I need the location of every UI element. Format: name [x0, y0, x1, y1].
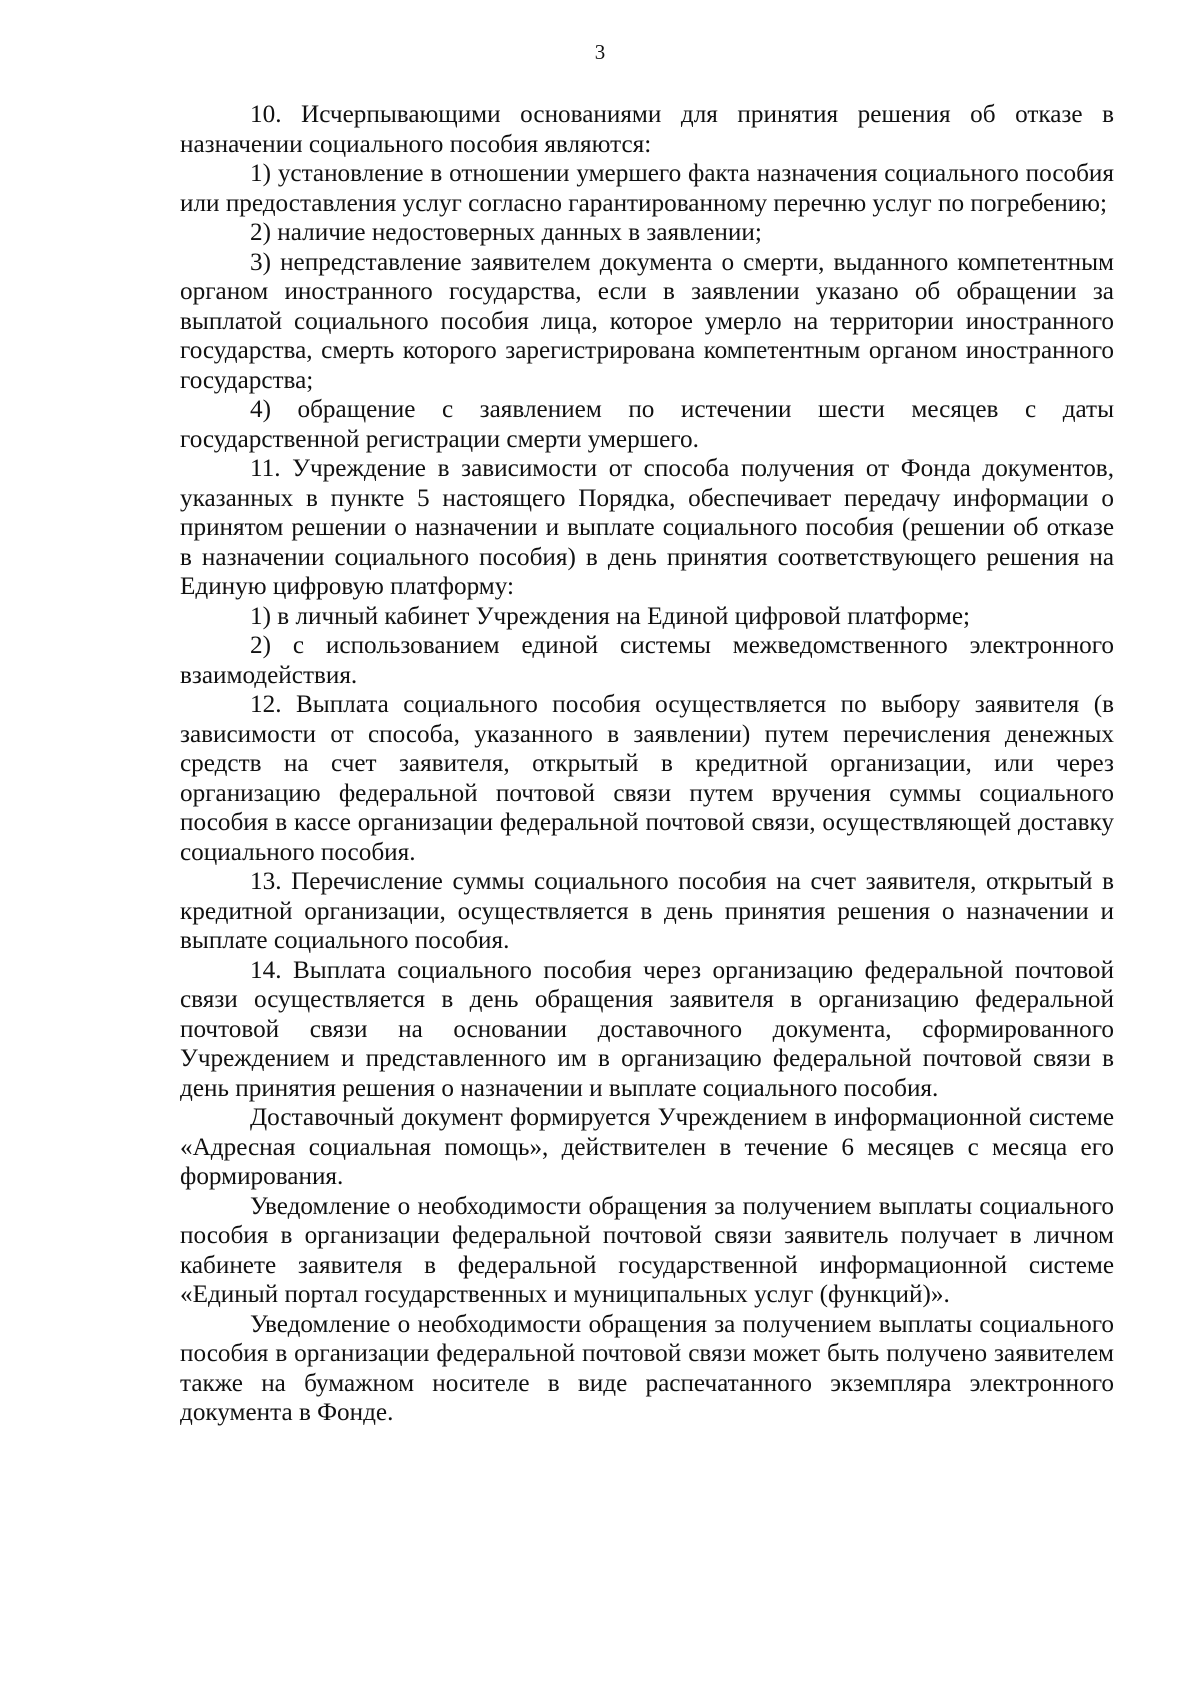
page-number: 3 — [594, 40, 606, 64]
paragraph-10-item-2: 2) наличие недостоверных данных в заявлении; — [250, 219, 762, 246]
paragraph-11-item-2: 2) с использованием единой системы межведомственного электронного взаимодействия. — [180, 632, 1114, 689]
paragraph-10-item-1: 1) установление в отношении умершего факта назначения социального пособия или предоставления услуг согласно гарантированному перечню услуг по погребению; — [180, 160, 1114, 217]
paragraph-10-item-4: 4) обращение с заявлением по истечении шести месяцев с даты государственной регистрации смерти умершего. — [180, 396, 1114, 453]
paragraph-10-item-3: 3) непредставление заявителем документа о смерти, выданного компетентным органом иностранного государства, если в заявлении указано об обращении за выплатой социального пособия лица, которое умерло на территории иностранного государства, смерть которого зарегистрирована компетентным органом иностранного государства; — [180, 248, 1114, 394]
paragraph-notification-paper: Уведомление о необходимости обращения за получением выплаты социального пособия в организации федеральной почтовой связи может быть получено заявителем также на бумажном носителе в виде распечатанного экземпляра электронного документа в Фонде. — [180, 1310, 1114, 1426]
paragraph-delivery-document: Доставочный документ формируется Учреждением в информационной системе «Адресная социальная помощь», действителен в течение 6 месяцев с месяца его формирования. — [180, 1104, 1114, 1190]
paragraph-notification-portal: Уведомление о необходимости обращения за получением выплаты социального пособия в организации федеральной почтовой связи заявитель получает в личном кабинете заявителя в федеральной государственной информационной системе «Единый портал государственных и муниципальных услуг (функций)». — [180, 1192, 1114, 1308]
paragraph-12: 12. Выплата социального пособия осуществляется по выбору заявителя (в зависимости от способа, указанного в заявлении) путем перечисления денежных средств на счет заявителя, открытый в кредитной организации, или через организацию федеральной почтовой связи путем вручения суммы социального пособия в кассе организации федеральной почтовой связи, осуществляющей доставку социального пособия. — [180, 691, 1114, 866]
document-body — [180, 100, 1114, 1428]
paragraph-11: 11. Учреждение в зависимости от способа получения от Фонда документов, указанных в пункте 5 настоящего Порядка, обеспечивает передачу информации о принятом решении о назначении и выплате социального пособия (решении об отказе в назначении социального пособия) в день принятия соответствующего решения на Единую цифровую платформу: — [180, 455, 1114, 600]
paragraph-13: 13. Перечисление суммы социального пособия на счет заявителя, открытый в кредитной организации, осуществляется в день принятия решения о назначении и выплате социального пособия. — [180, 868, 1114, 954]
paragraph-14: 14. Выплата социального пособия через организацию федеральной почтовой связи осуществляется в день обращения заявителя в организацию федеральной почтовой связи на основании доставочного документа, сформированного Учреждением и представленного им в организацию федеральной почтовой связи в день принятия решения о назначении и выплате социального пособия. — [180, 956, 1114, 1102]
paragraph-10-heading: 10. Исчерпывающими основаниями для принятия решения об отказе в назначении социального пособия являются: — [180, 101, 1114, 158]
paragraph-11-item-1: 1) в личный кабинет Учреждения на Единой цифровой платформе; — [250, 602, 971, 630]
